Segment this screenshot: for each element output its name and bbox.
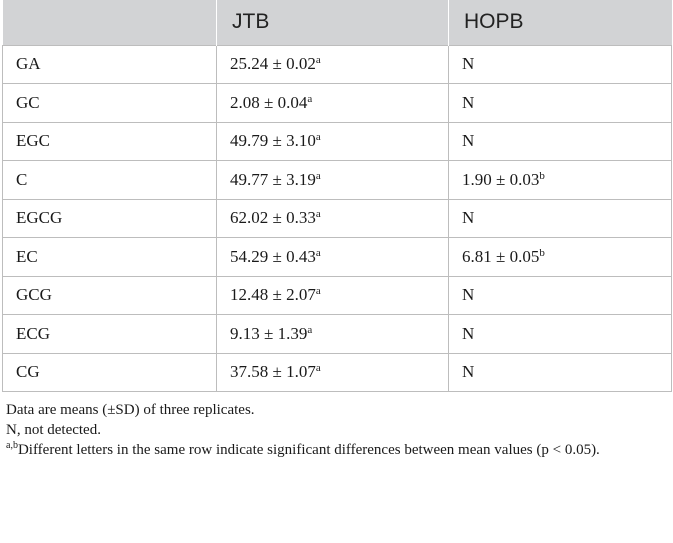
cell-jtb-sup: a bbox=[307, 323, 313, 336]
cell-jtb-sup: a bbox=[307, 92, 313, 105]
table-row bbox=[3, 238, 672, 277]
cell-compound: EC bbox=[3, 238, 217, 277]
data-table bbox=[2, 0, 672, 392]
table-footnotes bbox=[2, 400, 671, 460]
cell-hopb-value: N bbox=[462, 285, 475, 305]
table-body bbox=[3, 45, 672, 392]
table-header bbox=[3, 0, 672, 45]
cell-hopb bbox=[449, 161, 672, 200]
footnote-significance-sup: a,b bbox=[6, 440, 18, 451]
cell-jtb bbox=[217, 84, 449, 123]
cell-hopb-value: 1.90 ± 0.03 bbox=[462, 169, 540, 189]
cell-compound: GC bbox=[3, 84, 217, 123]
cell-hopb bbox=[449, 84, 672, 123]
cell-hopb-value: N bbox=[462, 54, 475, 74]
cell-jtb bbox=[217, 238, 449, 277]
cell-jtb-sup: a bbox=[315, 54, 321, 67]
table-row bbox=[3, 45, 672, 84]
table-row bbox=[3, 276, 672, 315]
cell-compound: EGCG bbox=[3, 199, 217, 238]
cell-hopb-value: 6.81 ± 0.05 bbox=[462, 246, 540, 266]
cell-hopb-value: N bbox=[462, 362, 475, 382]
cell-compound: CG bbox=[3, 353, 217, 392]
cell-jtb bbox=[217, 315, 449, 354]
table-row bbox=[3, 84, 672, 123]
cell-jtb-value: 37.58 ± 1.07 bbox=[230, 362, 316, 382]
header-compound bbox=[3, 0, 217, 45]
footnote-data-means: Data are means (±SD) of three replicates. bbox=[6, 402, 255, 418]
cell-jtb bbox=[217, 199, 449, 238]
cell-hopb bbox=[449, 353, 672, 392]
footnote-not-detected: N, not detected. bbox=[6, 422, 101, 438]
cell-hopb bbox=[449, 199, 672, 238]
cell-jtb-sup: a bbox=[315, 169, 321, 182]
cell-jtb-value: 12.48 ± 2.07 bbox=[230, 285, 316, 305]
cell-hopb bbox=[449, 45, 672, 84]
table-row bbox=[3, 199, 672, 238]
header-jtb: JTB bbox=[217, 0, 449, 45]
cell-jtb bbox=[217, 161, 449, 200]
cell-jtb-value: 2.08 ± 0.04 bbox=[230, 92, 308, 112]
table-row bbox=[3, 122, 672, 161]
cell-hopb-value: N bbox=[462, 131, 475, 151]
cell-jtb-sup: a bbox=[315, 246, 321, 259]
cell-jtb bbox=[217, 45, 449, 84]
footnote-significance-text: Different letters in the same row indicate significant differences between mean values (p < 0.05). bbox=[17, 442, 600, 458]
cell-jtb bbox=[217, 353, 449, 392]
cell-hopb-value: N bbox=[462, 323, 475, 343]
cell-compound: GA bbox=[3, 45, 217, 84]
cell-jtb-value: 49.77 ± 3.19 bbox=[230, 169, 316, 189]
cell-compound: EGC bbox=[3, 122, 217, 161]
table-row bbox=[3, 161, 672, 200]
cell-compound: C bbox=[3, 161, 217, 200]
header-row bbox=[3, 0, 672, 45]
table-row bbox=[3, 315, 672, 354]
cell-hopb bbox=[449, 122, 672, 161]
cell-jtb-sup: a bbox=[315, 285, 321, 298]
table-row bbox=[3, 353, 672, 392]
footnote-significance bbox=[6, 440, 669, 460]
cell-jtb-sup: a bbox=[315, 362, 321, 375]
cell-jtb-value: 25.24 ± 0.02 bbox=[230, 54, 316, 74]
cell-hopb-sup: b bbox=[539, 169, 545, 182]
data-table-container bbox=[2, 0, 671, 460]
cell-hopb bbox=[449, 315, 672, 354]
cell-jtb-sup: a bbox=[315, 131, 321, 144]
cell-hopb-sup: b bbox=[539, 246, 545, 259]
cell-jtb bbox=[217, 276, 449, 315]
cell-jtb-value: 9.13 ± 1.39 bbox=[230, 323, 308, 343]
cell-jtb-value: 54.29 ± 0.43 bbox=[230, 246, 316, 266]
cell-hopb-value: N bbox=[462, 92, 475, 112]
cell-compound: ECG bbox=[3, 315, 217, 354]
cell-compound: GCG bbox=[3, 276, 217, 315]
cell-jtb-value: 49.79 ± 3.10 bbox=[230, 131, 316, 151]
cell-jtb-value: 62.02 ± 0.33 bbox=[230, 208, 316, 228]
cell-hopb-value: N bbox=[462, 208, 475, 228]
cell-hopb bbox=[449, 276, 672, 315]
cell-jtb-sup: a bbox=[315, 208, 321, 221]
cell-jtb bbox=[217, 122, 449, 161]
header-hopb: HOPB bbox=[449, 0, 672, 45]
cell-hopb bbox=[449, 238, 672, 277]
